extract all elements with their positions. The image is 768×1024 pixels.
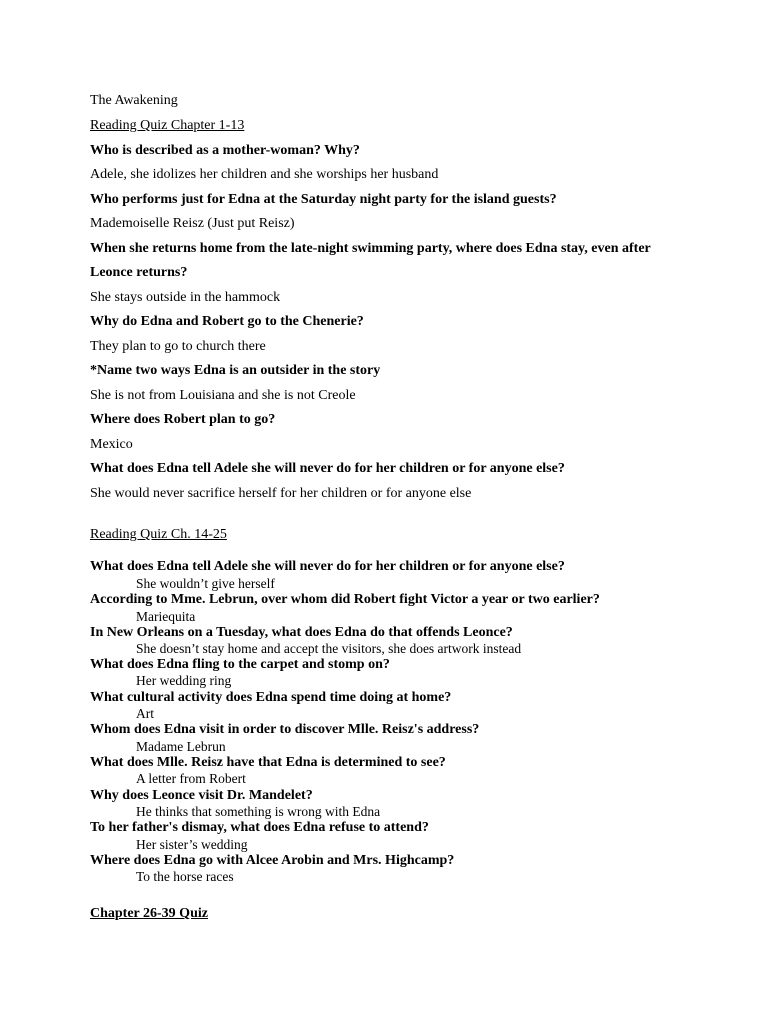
- question: Why does Leonce visit Dr. Mandelet?: [90, 788, 313, 803]
- question: *Name two ways Edna is an outsider in the story: [90, 363, 381, 378]
- question: According to Mme. Lebrun, over whom did Robert fight Victor a year or two earlier?: [90, 592, 600, 607]
- question: Who is described as a mother-woman? Why?: [90, 143, 360, 158]
- answer: Mademoiselle Reisz (Just put Reisz): [90, 216, 295, 231]
- question: In New Orleans on a Tuesday, what does Edna do that offends Leonce?: [90, 625, 513, 640]
- answer: She wouldn’t give herself: [136, 576, 275, 591]
- question: To her father's dismay, what does Edna refuse to attend?: [90, 820, 429, 835]
- question: What does Edna tell Adele she will never do for her children or for anyone else?: [90, 461, 565, 476]
- question: Where does Robert plan to go?: [90, 412, 276, 427]
- answer: Her sister’s wedding: [136, 837, 248, 852]
- question: Whom does Edna visit in order to discover Mlle. Reisz's address?: [90, 722, 480, 737]
- question: What does Edna fling to the carpet and stomp on?: [90, 657, 390, 672]
- question: Who performs just for Edna at the Saturday night party for the island guests?: [90, 192, 557, 207]
- section3-heading: Chapter 26-39 Quiz: [90, 906, 208, 921]
- section2-heading: Reading Quiz Ch. 14-25: [90, 527, 227, 542]
- answer: She is not from Louisiana and she is not Creole: [90, 388, 356, 403]
- question: Where does Edna go with Alcee Arobin and Mrs. Highcamp?: [90, 853, 455, 868]
- answer: He thinks that something is wrong with Edna: [136, 804, 381, 819]
- question: Why do Edna and Robert go to the Chenerie?: [90, 314, 364, 329]
- answer: Mariequita: [136, 609, 196, 624]
- question: What cultural activity does Edna spend time doing at home?: [90, 690, 452, 705]
- answer: A letter from Robert: [136, 771, 246, 786]
- answer: Madame Lebrun: [136, 739, 226, 754]
- question: What does Mlle. Reisz have that Edna is determined to see?: [90, 755, 446, 770]
- section1-heading: Reading Quiz Chapter 1-13: [90, 118, 245, 133]
- answer: To the horse races: [136, 869, 234, 884]
- question: What does Edna tell Adele she will never do for her children or for anyone else?: [90, 559, 565, 574]
- question-continued: Leonce returns?: [90, 265, 188, 280]
- answer: Her wedding ring: [136, 673, 232, 688]
- question: When she returns home from the late-night swimming party, where does Edna stay, even after: [90, 241, 651, 256]
- answer: Adele, she idolizes her children and she worships her husband: [90, 167, 439, 182]
- answer: Art: [136, 706, 154, 721]
- document-title: The Awakening: [90, 93, 178, 108]
- answer: She doesn’t stay home and accept the visitors, she does artwork instead: [136, 641, 522, 656]
- answer: Mexico: [90, 437, 133, 452]
- answer: She stays outside in the hammock: [90, 290, 281, 305]
- answer: They plan to go to church there: [90, 339, 266, 354]
- answer: She would never sacrifice herself for her children or for anyone else: [90, 486, 472, 501]
